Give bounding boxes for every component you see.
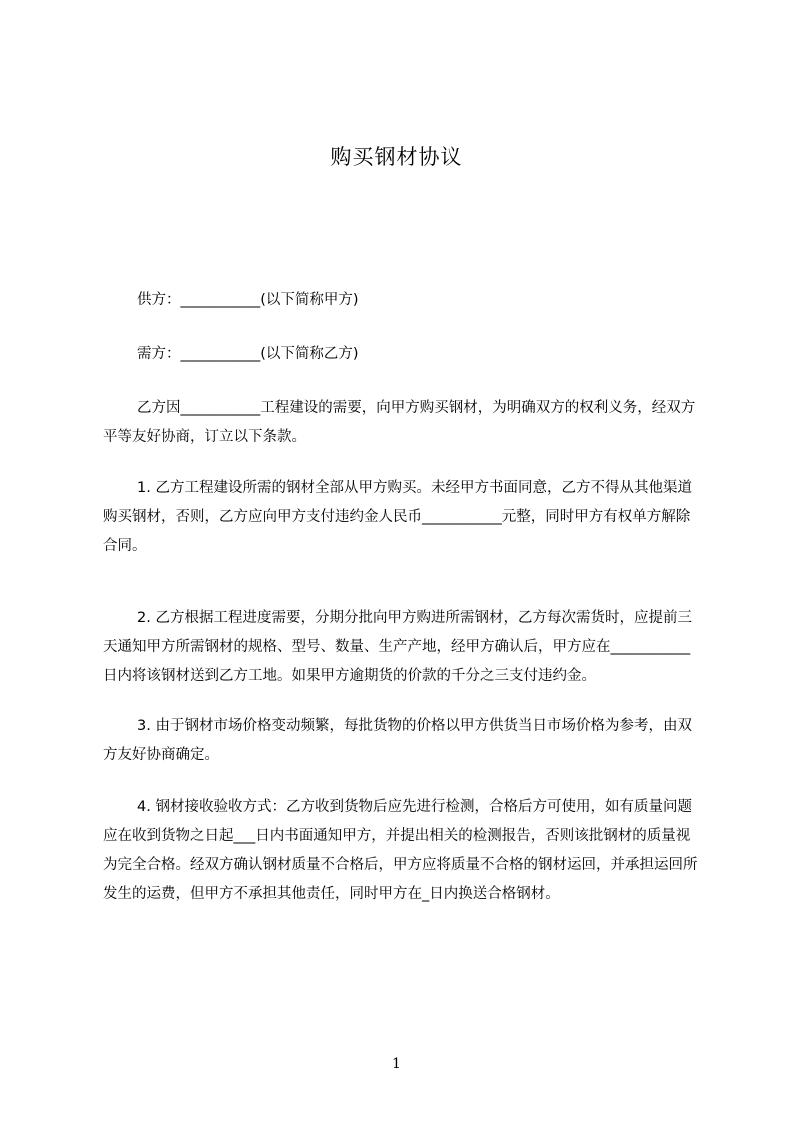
buyer-line: 需方：___________(以下简称乙方) xyxy=(137,346,359,362)
page-number: 1 xyxy=(392,1056,401,1072)
document-title: 购买钢材协议 xyxy=(330,145,463,169)
clause-4: 4. 钢材接收验收方式：乙方收到货物后应先进行检测，合格后方可使用，如有质量问题应在收到货物之日起___日内书面通知甲方，并提出相关的检测报告，否则该批钢材的质量视为完全合格。经双方确认钢材质量不合格后，甲方应将质量不合格的钢材运回，并承担运回所发生的运费，但甲方不承担其他责任，同时甲方在_日内换送合格钢材。 xyxy=(103,799,698,902)
supplier-line: 供方：___________(以下简称甲方) xyxy=(137,292,359,308)
clause-1: 1. 乙方工程建设所需的钢材全部从甲方购买。未经甲方书面同意，乙方不得从其他渠道购买钢材，否则，乙方应向甲方支付违约金人民币___________元整，同时甲方有权单方解除合同。 xyxy=(103,480,692,554)
intro-paragraph: 乙方因___________工程建设的需要，向甲方购买钢材，为明确双方的权利义务，经双方平等友好协商，订立以下条款。 xyxy=(103,400,696,445)
clause-2: 2. 乙方根据工程进度需要，分期分批向甲方购进所需钢材，乙方每次需货时，应提前三天通知甲方所需钢材的规格、型号、数量、生产产地，经甲方确认后，甲方应在___________日内将该钢材送到乙方工地。如果甲方逾期货的价款的千分之三支付违约金。 xyxy=(103,610,692,684)
clause-3: 3. 由于钢材市场价格变动频繁，每批货物的价格以甲方供货当日市场价格为参考，由双方友好协商确定。 xyxy=(103,718,692,763)
